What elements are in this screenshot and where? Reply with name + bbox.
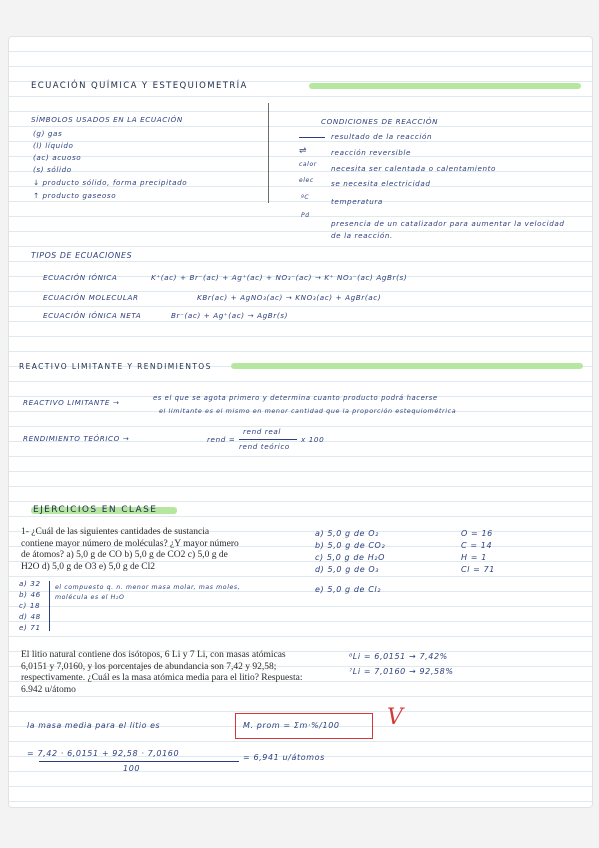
question-2: El litio natural contiene dos isótopos, 6 Li y 7 Li, con masas atómicas 6,0151 y 7,0160, y los porcentajes de abundancia son 7,42 y 92,58; respectivamente. ¿Cuál es la masa atómica media para el litio? Respuesta: 6.942 u/átomo — [21, 650, 303, 695]
reactivo-line-1: es el que se agota primero y determina cuanto producto podrá hacerse — [153, 394, 438, 402]
conditions-heading: CONDICIONES DE REACCIÓN — [321, 117, 439, 126]
reversible-arrow-icon: ⇌ — [299, 146, 308, 156]
right-arrow-icon — [299, 137, 325, 138]
equations-heading: TIPOS DE ECUACIONES — [31, 251, 133, 260]
q1-mass: e) 71 — [19, 623, 41, 632]
mass-value: C = 14 — [461, 541, 493, 550]
reactivo-line-2: el limitante es el mismo en menor cantidad que la proporción estequiométrica — [159, 407, 457, 415]
section-title-2: REACTIVO LIMITANTE Y RENDIMIENTOS — [19, 362, 212, 371]
divider-line — [268, 103, 269, 203]
calc-result: = 6,941 u/átomos — [243, 753, 325, 762]
symbol-item: ↑ producto gaseoso — [33, 191, 117, 200]
question-1: 1- ¿Cuál de las siguientes cantidades de sustancia contiene mayor número de moléculas? ¿Y mayor número de átomos? a) 5,0 g de CO b) 5,0 g de CO2 c) 5,0 g de H2O d) 5,0 g de O3 e) 5,0 g de Cl2 — [21, 527, 239, 572]
equation-text: Br⁻(ac) + Ag⁺(ac) → AgBr(s) — [171, 311, 288, 320]
rendimiento-den: rend teórico — [239, 442, 290, 451]
equation-text: KBr(ac) + AgNO₃(ac) → KNO₃(ac) + AgBr(ac) — [197, 293, 382, 302]
condition-item: necesita ser calentada o calentamiento — [331, 164, 497, 173]
section-title-1: ECUACIÓN QUÍMICA Y ESTEQUIOMETRÍA — [31, 81, 248, 91]
q1-answer: e) 5,0 g de Cl₂ — [315, 585, 382, 594]
isotope-1: ⁶Li = 6,0151 → 7,42% — [349, 652, 448, 661]
symbol-item: (s) sólido — [33, 165, 72, 174]
condition-mark: elec — [299, 177, 314, 184]
condition-item: se necesita electricidad — [331, 179, 431, 188]
q1-answer: b) 5,0 g de CO₂ — [315, 541, 386, 550]
q1-note: el compuesto q. n. menor masa molar, mas moles, molécula es el H₂O — [55, 584, 241, 601]
condition-mark: calor — [299, 161, 317, 168]
symbol-item: (l) líquido — [33, 141, 74, 150]
equation-label: ECUACIÓN MOLECULAR — [43, 293, 139, 302]
notes-page — [8, 36, 593, 808]
q1-answer: c) 5,0 g de H₂O — [315, 553, 386, 562]
highlight-bar — [309, 83, 581, 89]
q1-mass: a) 32 — [19, 579, 41, 588]
formula-boxed: M. prom = Σm·%/100 — [243, 721, 340, 730]
equation-text: K⁺(ac) + Br⁻(ac) + Ag⁺(ac) + NO₃⁻(ac) → K⁺ NO₃⁻(ac) AgBr(s) — [151, 273, 408, 282]
section-title-3: EJERCICIOS EN CLASE — [33, 505, 158, 515]
rendimiento-tail: x 100 — [301, 435, 325, 444]
equation-label: ECUACIÓN IÓNICA — [43, 273, 118, 282]
q1-answer: a) 5,0 g de O₂ — [315, 529, 379, 538]
rendimiento-label: RENDIMIENTO TEÓRICO → — [23, 434, 130, 443]
highlight-bar — [231, 363, 583, 369]
fraction-bar — [39, 761, 239, 762]
equation-label: ECUACIÓN IÓNICA NETA — [43, 311, 142, 320]
media-text: la masa media para el litio es — [27, 721, 161, 730]
fraction-bar — [239, 439, 297, 440]
condition-mark: ºC — [301, 194, 310, 201]
symbol-item: (ac) acuoso — [33, 153, 82, 162]
mass-value: H = 1 — [461, 553, 487, 562]
q1-answer: d) 5,0 g de O₃ — [315, 565, 380, 574]
condition-item: resultado de la reacción — [331, 132, 433, 141]
symbol-item: ↓ producto sólido, forma precipitado — [33, 178, 188, 187]
calc-numerator: = 7,42 · 6,0151 + 92,58 · 7,0160 — [27, 749, 180, 758]
q1-mass: d) 48 — [19, 612, 41, 621]
rendimiento-num: rend real — [243, 427, 281, 436]
symbols-heading: SÍMBOLOS USADOS EN LA ECUACIÓN — [31, 115, 183, 124]
rendimiento-lhs: rend = — [207, 435, 236, 444]
condition-item: reacción reversible — [331, 148, 412, 157]
condition-item: presencia de un catalizador para aumentar la velocidad de la reacción. — [331, 219, 565, 240]
symbol-item: (g) gas — [33, 129, 63, 138]
reactivo-label: REACTIVO LIMITANTE → — [23, 398, 120, 407]
mass-value: O = 16 — [461, 529, 493, 538]
condition-mark: Pd — [301, 212, 310, 219]
bracket-line — [49, 581, 50, 631]
check-mark-icon: V — [387, 705, 403, 730]
condition-item: temperatura — [331, 197, 383, 206]
calc-denominator: 100 — [123, 764, 141, 773]
q1-mass: c) 18 — [19, 601, 41, 610]
isotope-2: ⁷Li = 7,0160 → 92,58% — [349, 667, 454, 676]
q1-mass: b) 46 — [19, 590, 41, 599]
mass-value: Cl = 71 — [461, 565, 495, 574]
